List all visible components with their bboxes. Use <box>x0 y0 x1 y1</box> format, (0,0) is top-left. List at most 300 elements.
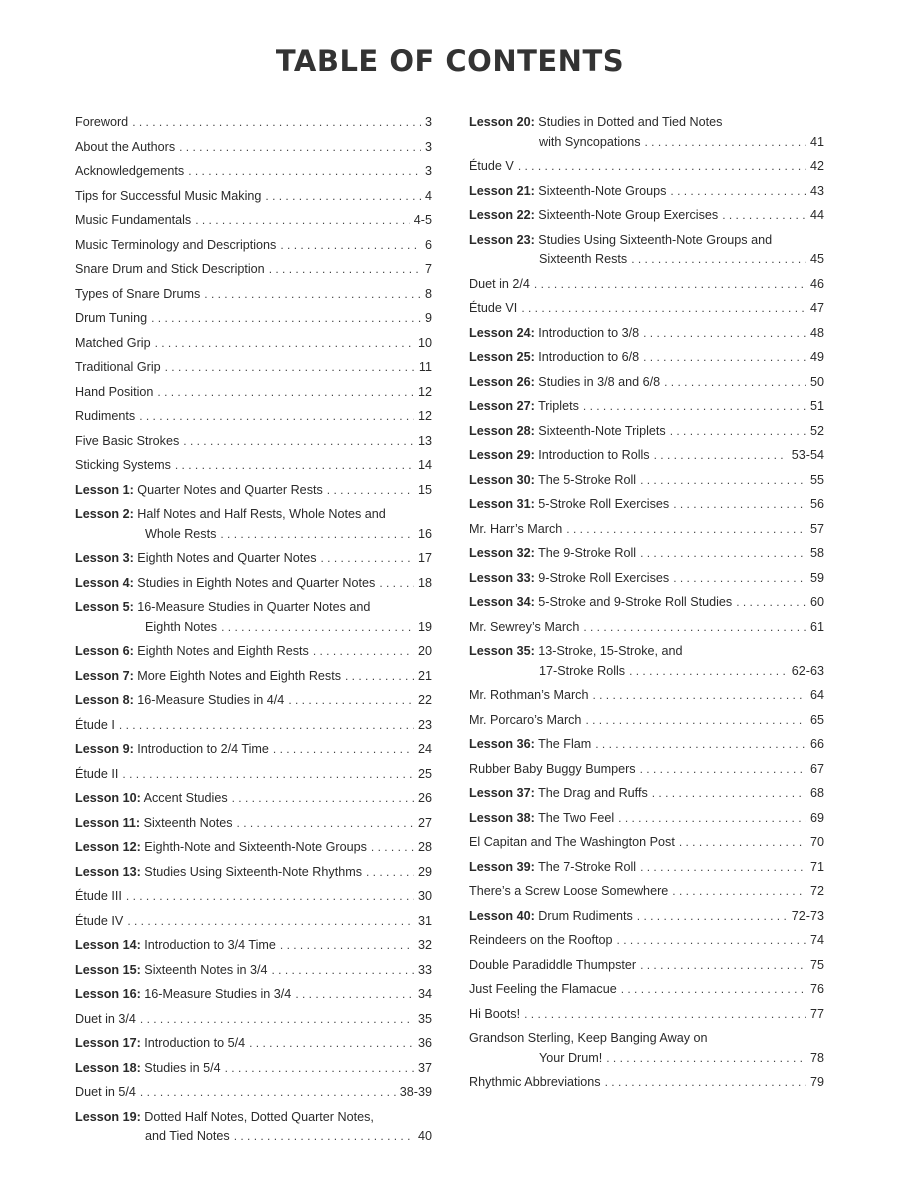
page-number: 66 <box>809 737 824 751</box>
lesson-label: Lesson 5: <box>75 600 134 614</box>
dot-leader <box>621 980 806 1000</box>
toc-entry[interactable] <box>75 138 432 158</box>
toc-entry[interactable] <box>75 789 432 809</box>
page-number: 56 <box>809 497 824 511</box>
lesson-label: Lesson 24: <box>469 325 535 340</box>
dot-leader <box>379 574 414 594</box>
lesson-label: Lesson 32: <box>469 546 535 560</box>
page-number: 23 <box>417 717 432 732</box>
page-number: 24 <box>417 742 432 756</box>
toc-entry[interactable] <box>75 814 432 834</box>
dot-leader <box>629 662 788 682</box>
page-number: 17 <box>417 551 432 565</box>
toc-entry[interactable] <box>469 446 824 466</box>
toc-entry[interactable] <box>75 1059 432 1079</box>
lesson-label: Lesson 18: <box>75 1060 141 1075</box>
toc-entry[interactable] <box>469 206 824 226</box>
page-number: 75 <box>809 957 824 972</box>
dot-leader <box>273 740 414 760</box>
toc-entry[interactable] <box>75 838 432 858</box>
dot-leader <box>606 1049 806 1069</box>
toc-entry[interactable] <box>75 162 432 182</box>
entry-title: Sixteenth-Note Groups <box>538 183 667 198</box>
toc-entry[interactable] <box>469 618 824 638</box>
entry-title: Triplets <box>538 399 579 413</box>
toc-entry[interactable] <box>75 691 432 711</box>
toc-entry[interactable] <box>75 236 432 256</box>
page-number: 79 <box>809 1075 824 1089</box>
dot-leader <box>220 525 414 545</box>
toc-entry[interactable] <box>75 985 432 1005</box>
entry-title: Drum Rudiments <box>538 908 633 923</box>
dot-leader <box>313 642 414 662</box>
toc-entry[interactable] <box>75 285 432 305</box>
entry-title-continued: Eighth Notes <box>145 619 218 634</box>
dot-leader <box>618 809 806 829</box>
page-number: 45 <box>809 252 824 266</box>
page-number: 11 <box>418 360 432 374</box>
toc-entry[interactable] <box>469 157 824 177</box>
entry-title: Just Feeling the Flamacue <box>469 982 617 996</box>
lesson-label: Lesson 35: <box>469 644 535 658</box>
toc-entry[interactable] <box>75 309 432 329</box>
page-number: 4-5 <box>413 213 432 227</box>
page-number: 25 <box>417 766 432 781</box>
entry-title: Reindeers on the Rooftop <box>469 933 613 947</box>
entry-title: Mr. Harr’s March <box>469 521 563 536</box>
toc-entry[interactable] <box>469 1029 824 1068</box>
toc-entry[interactable] <box>75 549 432 569</box>
entry-title: Eighth-Note and Sixteenth-Note Groups <box>144 840 367 854</box>
page-number: 36 <box>417 1036 432 1050</box>
dot-leader <box>232 789 414 809</box>
page-number: 68 <box>809 786 824 800</box>
dot-leader <box>566 520 806 540</box>
lesson-label: Lesson 3: <box>75 551 134 565</box>
entry-title: Rubber Baby Buggy Bumpers <box>469 761 636 776</box>
page-number: 67 <box>809 761 824 776</box>
toc-entry[interactable] <box>469 299 824 319</box>
toc-entry[interactable] <box>75 598 432 637</box>
page-number: 55 <box>809 472 824 487</box>
toc-entry[interactable] <box>469 495 824 515</box>
entry-title-continued: Your Drum! <box>539 1050 603 1065</box>
page-number: 9 <box>424 311 432 325</box>
lesson-label: Lesson 7: <box>75 668 134 683</box>
dot-leader <box>592 686 806 706</box>
entry-title: Five Basic Strokes <box>75 433 180 448</box>
entry-title: Étude V <box>469 159 514 173</box>
toc-entry[interactable] <box>469 686 824 706</box>
entry-title: Studies in Eighth Notes and Quarter Notes <box>137 575 376 590</box>
toc-entry[interactable] <box>469 397 824 417</box>
entry-title: Étude I <box>75 717 115 732</box>
page-number: 13 <box>417 433 432 448</box>
dot-leader <box>119 716 414 736</box>
toc-entry[interactable] <box>469 642 824 681</box>
entry-title: 5-Stroke Roll Exercises <box>538 497 670 511</box>
page-number: 15 <box>417 482 432 497</box>
dot-leader <box>654 446 788 466</box>
dot-leader <box>595 735 806 755</box>
page-number: 21 <box>417 668 432 683</box>
dot-leader <box>585 711 806 731</box>
lesson-label: Lesson 12: <box>75 840 141 854</box>
entry-title: The Two Feel <box>538 810 615 825</box>
page-number: 72 <box>809 884 824 898</box>
dot-leader <box>345 667 414 687</box>
dot-leader <box>140 1083 396 1103</box>
entry-title: Mr. Rothman’s March <box>469 688 589 702</box>
dot-leader <box>272 961 414 981</box>
dot-leader <box>605 1073 806 1093</box>
entry-title: Studies Using Sixteenth-Note Groups and <box>538 232 773 247</box>
entry-title: Introduction to 3/4 Time <box>144 938 276 952</box>
lesson-label: Lesson 25: <box>469 350 535 364</box>
page-number: 14 <box>417 458 432 472</box>
dot-leader <box>722 206 806 226</box>
page-number: 30 <box>417 889 432 903</box>
page-number: 42 <box>809 159 824 173</box>
entry-title: Mr. Porcaro’s March <box>469 712 582 727</box>
dot-leader <box>637 907 788 927</box>
page-number: 19 <box>417 619 432 634</box>
page-number: 3 <box>424 115 432 129</box>
lesson-label: Lesson 16: <box>75 987 141 1001</box>
page-title: TABLE OF CONTENTS <box>275 44 625 78</box>
entry-title: Hi Boots! <box>469 1006 521 1021</box>
lesson-label: Lesson 20: <box>469 115 535 129</box>
page-number: 69 <box>809 810 824 825</box>
dot-leader <box>269 260 421 280</box>
dot-leader <box>673 569 806 589</box>
toc-entry[interactable] <box>75 1083 432 1103</box>
page-number: 43 <box>809 183 824 198</box>
entry-title: 16-Measure Studies in 4/4 <box>137 693 285 707</box>
page-number: 78 <box>809 1050 824 1065</box>
page-number: 46 <box>809 276 824 291</box>
entry-title: The Flam <box>538 737 592 751</box>
toc-right-column <box>469 113 824 1098</box>
dot-leader <box>183 432 414 452</box>
page-number: 41 <box>809 134 824 149</box>
dot-leader <box>583 397 806 417</box>
page-number: 33 <box>417 962 432 977</box>
toc-entry[interactable] <box>75 1010 432 1030</box>
page-number: 58 <box>809 546 824 560</box>
page-number: 3 <box>424 164 432 178</box>
toc-entry[interactable] <box>469 182 824 202</box>
lesson-label: Lesson 22: <box>469 208 535 222</box>
lesson-label: Lesson 31: <box>469 497 535 511</box>
entry-title: Duet in 2/4 <box>469 276 530 291</box>
page-number: 40 <box>417 1129 432 1143</box>
toc-entry[interactable] <box>469 113 824 152</box>
page-number: 44 <box>809 208 824 222</box>
entry-title: Duet in 3/4 <box>75 1011 136 1026</box>
entry-title: The 5-Stroke Roll <box>538 472 637 487</box>
dot-leader <box>521 299 806 319</box>
entry-title: Eighth Notes and Eighth Rests <box>137 644 309 658</box>
dot-leader <box>175 456 414 476</box>
toc-entry[interactable] <box>75 334 432 354</box>
toc-entry[interactable] <box>469 275 824 295</box>
entry-title: Studies in 3/8 and 6/8 <box>538 374 661 389</box>
entry-title: Tips for Successful Music Making <box>75 188 262 203</box>
toc-entry[interactable] <box>469 422 824 442</box>
dot-leader <box>179 138 421 158</box>
entry-title: Introduction to 5/4 <box>144 1036 246 1050</box>
entry-title: Étude II <box>75 766 119 781</box>
lesson-label: Lesson 39: <box>469 859 535 874</box>
page-number: 31 <box>417 913 432 928</box>
dot-leader <box>327 481 414 501</box>
page-number: 29 <box>417 864 432 879</box>
toc-entry[interactable] <box>75 642 432 662</box>
lesson-label: Lesson 37: <box>469 786 535 800</box>
dot-leader <box>249 1034 414 1054</box>
page-number: 61 <box>809 619 824 634</box>
entry-title-continued: with Syncopations <box>539 134 641 149</box>
lesson-label: Lesson 36: <box>469 737 535 751</box>
toc-entry[interactable] <box>75 358 432 378</box>
entry-title: Types of Snare Drums <box>75 286 201 301</box>
toc-entry[interactable] <box>469 735 824 755</box>
toc-entry[interactable] <box>469 324 824 344</box>
entry-title: Double Paradiddle Thumpster <box>469 957 637 972</box>
entry-title: Introduction to Rolls <box>538 448 650 462</box>
toc-entry[interactable] <box>75 1108 432 1147</box>
lesson-label: Lesson 14: <box>75 938 141 952</box>
toc-entry[interactable] <box>75 407 432 427</box>
lesson-label: Lesson 28: <box>469 423 535 438</box>
toc-entry[interactable] <box>469 760 824 780</box>
toc-entry[interactable] <box>469 1005 824 1025</box>
dot-leader <box>321 549 414 569</box>
dot-leader <box>265 187 421 207</box>
page-number: 20 <box>417 644 432 658</box>
toc-entry[interactable] <box>469 931 824 951</box>
lesson-label: Lesson 15: <box>75 962 141 977</box>
dot-leader <box>670 182 806 202</box>
toc-entry[interactable] <box>469 520 824 540</box>
entry-title: Introduction to 6/8 <box>538 350 640 364</box>
entry-title: Eighth Notes and Quarter Notes <box>137 551 317 565</box>
dot-leader <box>280 936 414 956</box>
lesson-label: Lesson 33: <box>469 570 535 585</box>
toc-entry[interactable] <box>469 471 824 491</box>
toc-entry[interactable] <box>469 544 824 564</box>
dot-leader <box>204 285 421 305</box>
dot-leader <box>280 236 421 256</box>
dot-leader <box>645 133 806 153</box>
entry-title: El Capitan and The Washington Post <box>469 835 675 849</box>
entry-title: Studies in 5/4 <box>144 1060 221 1075</box>
page-number: 18 <box>417 575 432 590</box>
page-number: 49 <box>809 350 824 364</box>
page-number: 3 <box>424 139 432 154</box>
entry-title: 16-Measure Studies in 3/4 <box>144 987 292 1001</box>
toc-entry[interactable] <box>75 432 432 452</box>
toc-entry[interactable] <box>75 961 432 981</box>
entry-title-continued: and Tied Notes <box>145 1129 230 1143</box>
entry-title: Quarter Notes and Quarter Rests <box>137 482 323 497</box>
page-number: 53-54 <box>791 448 824 462</box>
toc-entry[interactable] <box>469 1073 824 1093</box>
toc-entry[interactable] <box>75 211 432 231</box>
dot-leader <box>640 760 806 780</box>
page-number: 38-39 <box>399 1085 432 1099</box>
dot-leader <box>140 1010 414 1030</box>
lesson-label: Lesson 10: <box>75 791 141 805</box>
dot-leader <box>122 765 414 785</box>
dot-leader <box>640 471 806 491</box>
entry-title: Acknowledgements <box>75 164 185 178</box>
toc-entry[interactable] <box>75 481 432 501</box>
entry-title: The 9-Stroke Roll <box>538 546 637 560</box>
toc-entry[interactable] <box>469 373 824 393</box>
page-number: 48 <box>809 325 824 340</box>
page-number: 37 <box>417 1060 432 1075</box>
toc-entry[interactable] <box>75 574 432 594</box>
entry-title: Half Notes and Half Rests, Whole Notes and <box>137 507 386 521</box>
lesson-label: Lesson 23: <box>469 232 535 247</box>
toc-entry[interactable] <box>469 980 824 1000</box>
dot-leader <box>155 334 414 354</box>
dot-leader <box>139 407 414 427</box>
page-number: 10 <box>417 335 432 350</box>
entry-title: Studies in Dotted and Tied Notes <box>538 115 723 129</box>
toc-entry[interactable] <box>75 505 432 544</box>
page-number: 27 <box>417 815 432 830</box>
toc-entry[interactable] <box>75 912 432 932</box>
page-number: 6 <box>424 237 432 252</box>
entry-title: The Drag and Ruffs <box>538 786 648 800</box>
entry-title: There’s a Screw Loose Somewhere <box>469 884 669 898</box>
page-number: 60 <box>809 595 824 609</box>
entry-title: More Eighth Notes and Eighth Rests <box>137 668 342 683</box>
entry-title: 16-Measure Studies in Quarter Notes and <box>137 600 371 614</box>
toc-entry[interactable] <box>469 907 824 927</box>
dot-leader <box>126 887 414 907</box>
dot-leader <box>165 358 415 378</box>
toc-entry[interactable] <box>469 593 824 613</box>
toc-entry[interactable] <box>469 858 824 878</box>
dot-leader <box>652 784 806 804</box>
page-number: 76 <box>809 982 824 996</box>
entry-title: Matched Grip <box>75 335 151 350</box>
toc-entry[interactable] <box>75 456 432 476</box>
dot-leader <box>673 495 806 515</box>
toc-entry[interactable] <box>75 113 432 133</box>
toc-entry[interactable] <box>75 887 432 907</box>
entry-title: Étude VI <box>469 301 518 315</box>
toc-entry[interactable] <box>469 784 824 804</box>
dot-leader <box>288 691 414 711</box>
toc-entry[interactable] <box>469 833 824 853</box>
toc-entry[interactable] <box>469 882 824 902</box>
entry-title: Introduction to 2/4 Time <box>137 742 269 756</box>
toc-entry[interactable] <box>75 740 432 760</box>
lesson-label: Lesson 29: <box>469 448 535 462</box>
toc-entry[interactable] <box>75 187 432 207</box>
page-number: 64 <box>809 688 824 702</box>
entry-title: Sixteenth Notes in 3/4 <box>144 962 268 977</box>
page-number: 4 <box>424 188 432 203</box>
page-number: 70 <box>809 835 824 849</box>
dot-leader <box>157 383 414 403</box>
entry-title: 13-Stroke, 15-Stroke, and <box>538 644 683 658</box>
entry-title: Music Fundamentals <box>75 213 192 227</box>
toc-entry[interactable] <box>75 936 432 956</box>
entry-title: Mr. Sewrey’s March <box>469 619 580 634</box>
entry-title: Studies Using Sixteenth-Note Rhythms <box>144 864 362 879</box>
toc-left-column <box>75 113 432 1152</box>
lesson-label: Lesson 21: <box>469 183 535 198</box>
toc-entry[interactable] <box>469 231 824 270</box>
toc-entry[interactable] <box>75 667 432 687</box>
entry-title: Sixteenth Notes <box>143 815 233 830</box>
dot-leader <box>524 1005 806 1025</box>
page-number: 77 <box>809 1006 824 1021</box>
page-number: 47 <box>809 301 824 315</box>
toc-entry[interactable] <box>75 863 432 883</box>
entry-title: Accent Studies <box>143 791 228 805</box>
page-number: 59 <box>809 570 824 585</box>
lesson-label: Lesson 1: <box>75 482 134 497</box>
toc-entry[interactable] <box>75 765 432 785</box>
dot-leader <box>640 544 806 564</box>
toc-entry[interactable] <box>75 1034 432 1054</box>
toc-entry[interactable] <box>469 348 824 368</box>
toc-entry[interactable] <box>469 809 824 829</box>
dot-leader <box>670 422 806 442</box>
toc-entry[interactable] <box>469 711 824 731</box>
dot-leader <box>234 1127 414 1147</box>
dot-leader <box>643 348 806 368</box>
toc-entry[interactable] <box>469 569 824 589</box>
toc-entry[interactable] <box>469 956 824 976</box>
lesson-label: Lesson 38: <box>469 810 535 825</box>
lesson-label: Lesson 40: <box>469 908 535 923</box>
entry-title: 9-Stroke Roll Exercises <box>538 570 670 585</box>
lesson-label: Lesson 8: <box>75 693 134 707</box>
page-number: 35 <box>417 1011 432 1026</box>
dot-leader <box>736 593 806 613</box>
page-number: 50 <box>809 374 824 389</box>
dot-leader <box>583 618 806 638</box>
page-number: 65 <box>809 712 824 727</box>
page-number: 62-63 <box>791 663 824 678</box>
entry-title: About the Authors <box>75 139 176 154</box>
entry-title: Introduction to 3/8 <box>538 325 640 340</box>
lesson-label: Lesson 11: <box>75 815 141 830</box>
dot-leader <box>640 858 806 878</box>
toc-entry[interactable] <box>75 383 432 403</box>
entry-title: Grandson Sterling, Keep Banging Away on <box>469 1031 708 1045</box>
lesson-label: Lesson 17: <box>75 1036 141 1050</box>
entry-title: Drum Tuning <box>75 311 148 325</box>
toc-entry[interactable] <box>75 716 432 736</box>
page-number: 28 <box>417 840 432 854</box>
dot-leader <box>225 1059 414 1079</box>
entry-title: Music Terminology and Descriptions <box>75 237 277 252</box>
page-number: 71 <box>809 859 824 874</box>
toc-entry[interactable] <box>75 260 432 280</box>
entry-title: Hand Position <box>75 384 154 399</box>
dot-leader <box>188 162 421 182</box>
entry-title-continued: Sixteenth Rests <box>539 252 628 266</box>
